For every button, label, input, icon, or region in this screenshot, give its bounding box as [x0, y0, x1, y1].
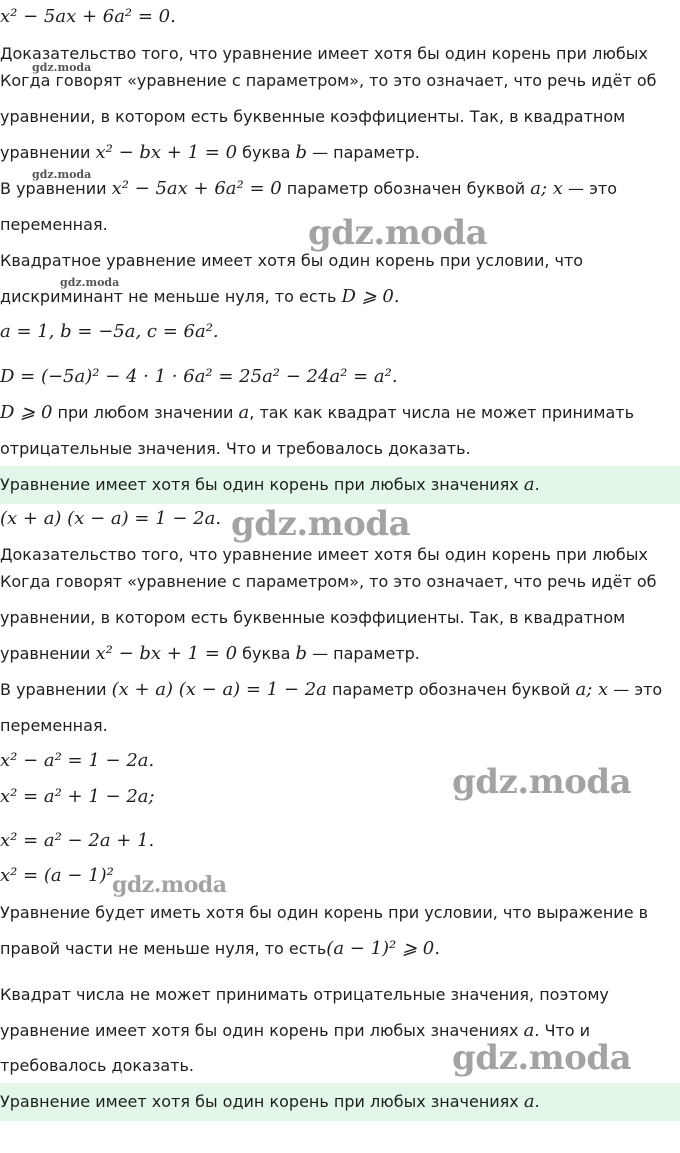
text: В уравнении [0, 179, 112, 198]
math-expression: x² − bx + 1 = 0 [95, 142, 238, 163]
watermark-small: gdz.moda [60, 276, 120, 289]
math-variables: a; x [530, 178, 563, 199]
text: буква [237, 143, 296, 162]
text: дискриминант не меньше нуля, то есть [0, 287, 342, 306]
equation-1: x² − 5ax + 6a² = 0. [0, 6, 176, 27]
param-definition-line: Когда говорят «уравнение с параметром», то это означает, что речь идёт об [0, 71, 657, 90]
param-definition-line: Когда говорят «уравнение с параметром», то это означает, что речь идёт об [0, 572, 657, 591]
math-variable: b [295, 142, 307, 163]
conclusion-line: отрицательные значения. Что и требовалось доказать. [0, 439, 471, 458]
text: уравнении [0, 143, 96, 162]
watermark-large: gdz.moda [231, 504, 411, 544]
math-variables: a; x [575, 679, 609, 700]
math-expression: x² − bx + 1 = 0 [95, 643, 238, 664]
coefficients: a = 1, b = −5a, c = 6a². [0, 321, 219, 342]
text: параметр обозначен буквой [326, 680, 576, 699]
param-definition-line: уравнении, в котором есть буквенные коэффициенты. Так, в квадратном [0, 608, 626, 627]
text: — параметр. [306, 143, 420, 162]
conclusion-line: Квадрат числа не может принимать отрицательные значения, поэтому [0, 985, 609, 1004]
condition-line: Квадратное уравнение имеет хотя бы один корень при условии, что [0, 251, 584, 270]
watermark-large: gdz.moda [308, 213, 488, 253]
param-example-line [0, 142, 420, 164]
transform-step: x² = a² + 1 − 2a; [0, 786, 155, 807]
math-expression: (x + a) (x − a) = 1 − 2a [111, 679, 327, 700]
watermark-large: gdz.moda [112, 872, 227, 898]
watermark-small: gdz.moda [32, 61, 92, 74]
condition-line: Уравнение будет иметь хотя бы один корень при условии, что выражение в [0, 903, 649, 922]
intro-text: Доказательство того, что уравнение имеет хотя бы один корень при любых [0, 44, 648, 63]
text: Уравнение имеет хотя бы один корень при любых значениях [0, 1092, 524, 1111]
answer-1 [0, 474, 540, 496]
variable-word: переменная. [0, 716, 108, 735]
text: правой части не меньше нуля, то есть [0, 939, 327, 958]
text: — параметр. [306, 644, 420, 663]
condition-line [0, 938, 440, 960]
text: Уравнение имеет хотя бы один корень при любых значениях [0, 475, 524, 494]
text: . [534, 1092, 540, 1111]
watermark-small: gdz.moda [32, 168, 92, 181]
math-variable: a [523, 1091, 535, 1112]
variable-word: переменная. [0, 215, 108, 234]
text: , так как квадрат числа не может принимать [249, 403, 635, 422]
text: — это [608, 680, 663, 699]
conclusion-line [0, 402, 634, 424]
text: В уравнении [0, 680, 112, 699]
conclusion-line: требовалось доказать. [0, 1056, 195, 1075]
math-expression: D ⩾ 0 [0, 402, 53, 423]
transform-step: x² − a² = 1 − 2a. [0, 750, 155, 771]
param-example-line [0, 643, 420, 665]
math-variable: a [523, 1020, 535, 1041]
text: . [534, 475, 540, 494]
transform-step: x² = a² − 2a + 1. [0, 830, 155, 851]
text: уравнении [0, 644, 96, 663]
math-variable: a [238, 402, 250, 423]
intro-text: Доказательство того, что уравнение имеет хотя бы один корень при любых [0, 545, 648, 564]
watermark-large: gdz.moda [452, 762, 632, 802]
text: — это [562, 179, 618, 198]
param-definition-line: уравнении, в котором есть буквенные коэффициенты. Так, в квадратном [0, 107, 626, 126]
text: буква [237, 644, 296, 663]
text: уравнение имеет хотя бы один корень при любых значениях [0, 1021, 524, 1040]
condition-line [0, 286, 400, 308]
text: при любом значении [52, 403, 239, 422]
transform-step: x² = (a − 1)² [0, 865, 114, 886]
math-expression: (a − 1)² ⩾ 0. [326, 938, 440, 959]
text: . Что и [534, 1021, 591, 1040]
answer-2 [0, 1091, 540, 1113]
param-in-equation-line [0, 178, 617, 200]
math-expression: x² − 5ax + 6a² = 0 [111, 178, 282, 199]
watermark-large: gdz.moda [452, 1038, 632, 1078]
discriminant: D = (−5a)² − 4 · 1 · 6a² = 25a² − 24a² = a². [0, 366, 398, 387]
math-variable: a [523, 474, 535, 495]
math-variable: b [295, 643, 307, 664]
equation-2: (x + a) (x − a) = 1 − 2a. [0, 508, 222, 529]
math-expression: D ⩾ 0. [341, 286, 400, 307]
param-in-equation-line [0, 679, 662, 701]
text: параметр обозначен буквой [281, 179, 531, 198]
